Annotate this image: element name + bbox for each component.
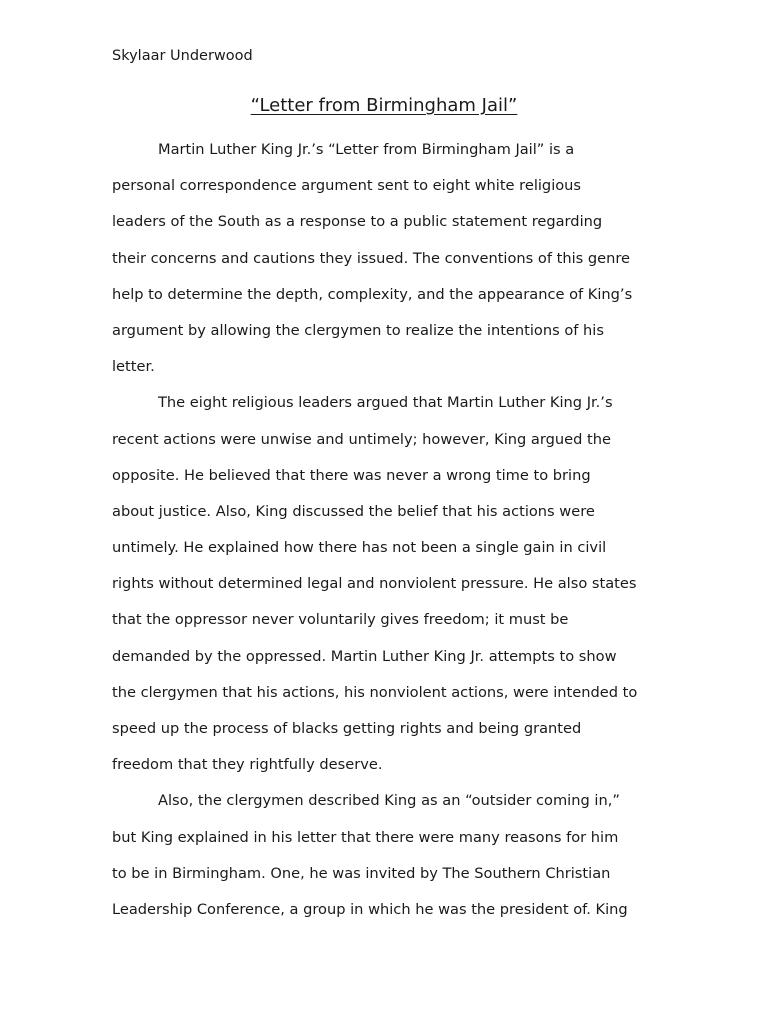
body-text-line: their concerns and cautions they issued. The conventions of this genre: [112, 249, 631, 267]
body-text-line: but King explained in his letter that there were many reasons for him: [112, 828, 619, 846]
document-body: [112, 138, 672, 934]
body-text-line: the clergymen that his actions, his nonviolent actions, were intended to: [112, 683, 638, 701]
body-text-line: Martin Luther King Jr.’s “Letter from Birmingham Jail” is a: [158, 141, 575, 158]
body-text-line: to be in Birmingham. One, he was invited by The Southern Christian: [112, 864, 611, 882]
document-title: “Letter from Birmingham Jail”: [250, 95, 518, 116]
body-text-line: about justice. Also, King discussed the belief that his actions were: [112, 502, 595, 520]
body-text-line: help to determine the depth, complexity, and the appearance of King’s: [112, 285, 633, 303]
body-text-line: argument by allowing the clergymen to realize the intentions of his: [112, 321, 604, 339]
body-text-line: demanded by the oppressed. Martin Luther King Jr. attempts to show: [112, 647, 617, 665]
body-text-line: that the oppressor never voluntarily gives freedom; it must be: [112, 611, 569, 629]
body-text-line: Leadership Conference, a group in which he was the president of. King: [112, 900, 628, 918]
body-text-line: The eight religious leaders argued that Martin Luther King Jr.’s: [158, 394, 613, 412]
body-text-line: recent actions were unwise and untimely; however, King argued the: [112, 430, 611, 448]
author-name: Skylaar Underwood: [112, 48, 253, 64]
body-text-line: untimely. He explained how there has not been a single gain in civil: [112, 539, 607, 557]
body-text-line: Also, the clergymen described King as an “outsider coming in,”: [158, 792, 620, 810]
body-text-line: freedom that they rightfully deserve.: [112, 756, 383, 774]
body-text-line: speed up the process of blacks getting rights and being granted: [112, 720, 582, 737]
body-text-line: rights without determined legal and nonviolent pressure. He also states: [112, 575, 637, 593]
body-text-line: personal correspondence argument sent to eight white religious: [112, 177, 582, 195]
body-text-line: letter.: [112, 358, 155, 376]
body-text-line: leaders of the South as a response to a public statement regarding: [112, 213, 603, 231]
body-text-line: opposite. He believed that there was never a wrong time to bring: [112, 466, 591, 484]
